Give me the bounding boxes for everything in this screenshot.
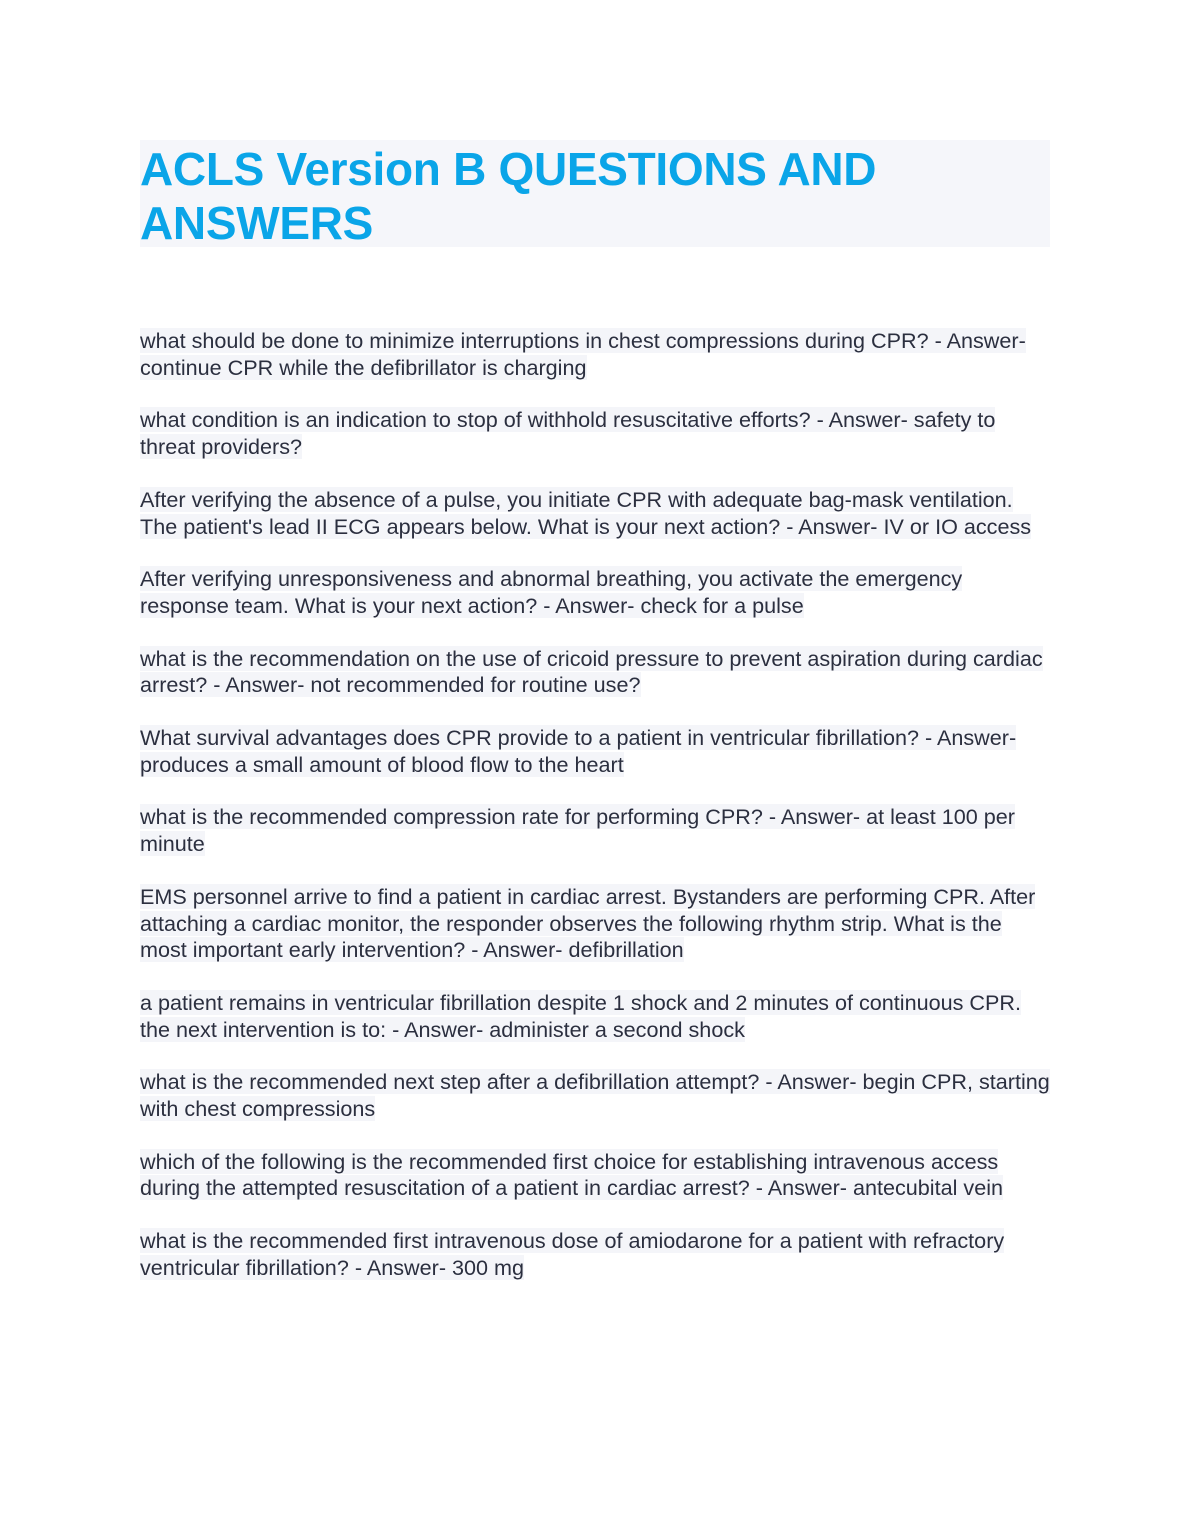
qa-text: what is the recommended next step after a defibrillation attempt? - Answer- begin CPR, starting with chest compressions: [140, 1069, 1050, 1122]
document-title: ACLS Version B QUESTIONS AND ANSWERS: [140, 143, 877, 249]
qa-item: [140, 884, 1050, 964]
qa-item: [140, 1149, 1050, 1202]
qa-text: EMS personnel arrive to find a patient in cardiac arrest. Bystanders are performing CPR. After attaching a cardiac monitor, the responder observes the following rhythm strip. What is the most important early intervention? - Answer- defibrillation: [140, 883, 1036, 963]
qa-text: what condition is an indication to stop of withhold resuscitative efforts? - Answer- safety to threat providers?: [140, 407, 996, 460]
qa-item: [140, 990, 1050, 1043]
qa-text: what is the recommendation on the use of cricoid pressure to prevent aspiration during cardiac arrest? - Answer- not recommended for routine use?: [140, 645, 1043, 698]
qa-text: What survival advantages does CPR provide to a patient in ventricular fibrillation? - Answer- produces a small amount of blood flow to the heart: [140, 725, 1017, 777]
qa-text: what is the recommended first intravenous dose of amiodarone for a patient with refractory ventricular fibrillation? - Answer- 300 mg: [140, 1228, 1005, 1280]
qa-item: [140, 725, 1050, 778]
qa-item: [140, 1069, 1050, 1122]
qa-item: [140, 487, 1050, 540]
qa-list: [140, 328, 1050, 1282]
qa-item: [140, 566, 1050, 619]
qa-text: which of the following is the recommended first choice for establishing intravenous access during the attempted resuscitation of a patient in cardiac arrest? - Answer- antecubital vein: [140, 1148, 1004, 1201]
title-block: [140, 140, 1050, 247]
document-page: [140, 140, 1050, 1308]
qa-text: a patient remains in ventricular fibrillation despite 1 shock and 2 minutes of continuous CPR. the next intervention is to: - Answer- administer a second shock: [140, 989, 1022, 1042]
qa-item: [140, 804, 1050, 857]
qa-text: what should be done to minimize interruptions in chest compressions during CPR? - Answer- continue CPR while the defibrillator is charging: [140, 328, 1026, 380]
qa-item: [140, 1228, 1050, 1281]
qa-text: After verifying unresponsiveness and abnormal breathing, you activate the emergency response team. What is your next action? - Answer- check for a pulse: [140, 566, 963, 618]
qa-text: what is the recommended compression rate for performing CPR? - Answer- at least 100 per minute: [140, 804, 1015, 857]
qa-text: After verifying the absence of a pulse, you initiate CPR with adequate bag-mask ventilation. The patient's lead II ECG appears below. What is your next action? - Answer- IV or IO access: [140, 486, 1032, 539]
qa-item: [140, 328, 1050, 381]
qa-item: [140, 407, 1050, 460]
qa-item: [140, 646, 1050, 699]
